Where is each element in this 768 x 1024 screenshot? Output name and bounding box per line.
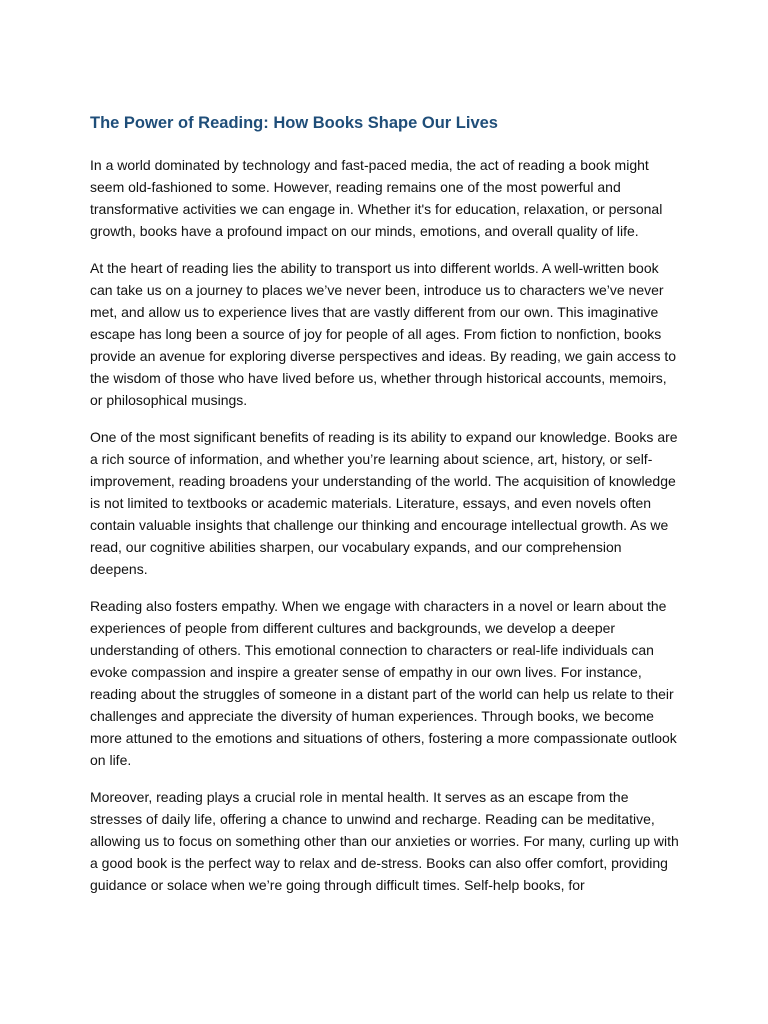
paragraph-mental-health: Moreover, reading plays a crucial role in mental health. It serves as an escape from the stresses of daily life, offering a chance to unwind and recharge. Reading can be meditative, allowing us to focus on something other than our anxieties or worries. For many, curling up with a good book is the perfect way to relax and de-stress. Books can also offer comfort, providing guidance or solace when we’re going through difficult times. Self-help books, for xyxy=(90,789,679,893)
document-title: The Power of Reading: How Books Shape Our Lives xyxy=(90,114,498,132)
paragraph-other-worlds: At the heart of reading lies the ability to transport us into different worlds. A well-written book can take us on a journey to places we’ve never been, introduce us to characters we’ve never met, and allow us to experience lives that are vastly different from our own. This imaginative escape has long been a source of joy for people of all ages. From fiction to nonfiction, books provide an avenue for exploring diverse perspectives and ideas. By reading, we gain access to the wisdom of those who have lived before us, whether through historical accounts, memoirs, or philosophical musings. xyxy=(90,260,677,408)
document-body xyxy=(90,112,682,911)
paragraph-empathy: Reading also fosters empathy. When we engage with characters in a novel or learn about the experiences of people from different cultures and backgrounds, we develop a deeper understanding of others. This emotional connection to characters or real-life individuals can evoke compassion and inspire a greater sense of empathy in our own lives. For instance, reading about the struggles of someone in a distant part of the world can help us relate to their challenges and appreciate the diversity of human experiences. Through books, we become more attuned to the emotions and situations of others, fostering a more compassionate outlook on life. xyxy=(90,598,677,768)
paragraph-intro: In a world dominated by technology and fast-paced media, the act of reading a book might seem old-fashioned to some. However, reading remains one of the most powerful and transformative activities we can engage in. Whether it's for education, relaxation, or personal growth, books have a profound impact on our minds, emotions, and overall quality of life. xyxy=(90,157,663,239)
paragraph-knowledge: One of the most significant benefits of reading is its ability to expand our knowledge. Books are a rich source of information, and whether you’re learning about science, art, history, or self-improvement, reading broadens your understanding of the world. The acquisition of knowledge is not limited to textbooks or academic materials. Literature, essays, and even novels often contain valuable insights that challenge our thinking and encourage intellectual growth. As we read, our cognitive abilities sharpen, our vocabulary expands, and our comprehension deepens. xyxy=(90,429,678,577)
